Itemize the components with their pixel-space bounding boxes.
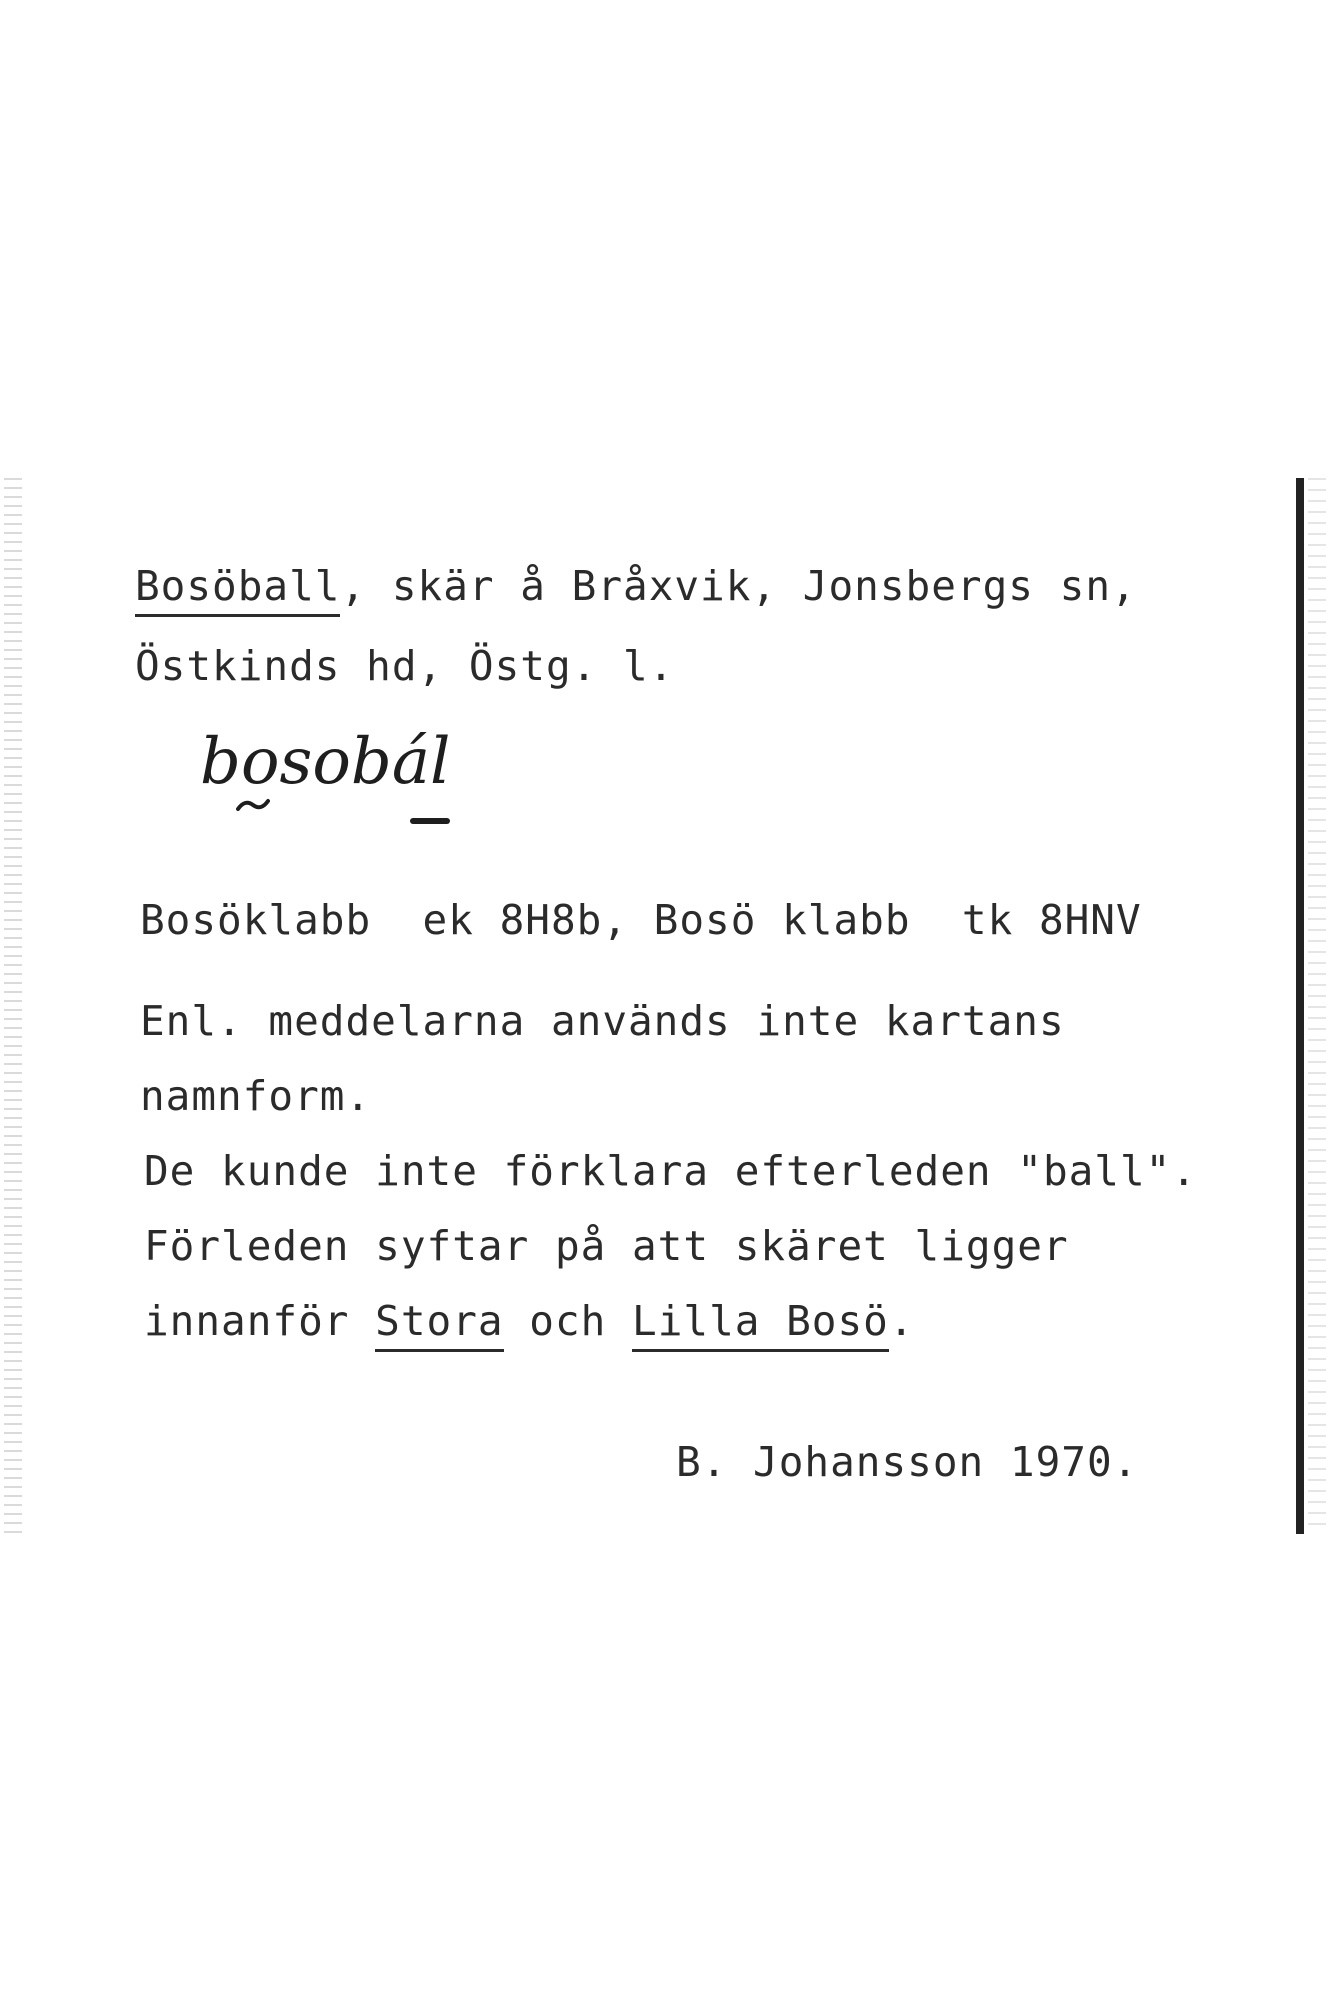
signature: B. Johansson 1970. — [676, 1438, 1139, 1486]
line8-suffix: . — [888, 1297, 915, 1345]
headword: Bosöball — [135, 562, 340, 617]
line8-prefix: innanför — [144, 1297, 376, 1345]
edge-speckle-left — [4, 478, 22, 1538]
entry-line-5: namnform. — [140, 1072, 372, 1120]
entry-line-4: Enl. meddelarna används inte kartans — [140, 997, 1065, 1045]
place-lilla-boso: Lilla Bosö — [632, 1297, 889, 1352]
entry-line-7: Förleden syftar på att skäret ligger — [144, 1222, 1069, 1270]
line8-middle: och — [503, 1297, 633, 1345]
card-edge-rule — [1296, 478, 1304, 1534]
place-stora: Stora — [375, 1297, 503, 1352]
length-mark — [410, 818, 450, 824]
entry-line-2: Östkinds hd, Östg. l. — [135, 642, 675, 690]
entry-location: , skär å Bråxvik, Jonsbergs sn, — [340, 562, 1137, 610]
entry-line-8 — [144, 1297, 915, 1345]
entry-line-1 — [135, 562, 1137, 610]
entry-line-6: De kunde inte förklara efterleden "ball". — [144, 1147, 1198, 1195]
tilde-mark — [236, 798, 270, 812]
pronunciation-handwritten: bosobál — [200, 725, 451, 799]
edge-speckle-right — [1308, 478, 1326, 1534]
entry-line-3: Bosöklabb ek 8H8b, Bosö klabb tk 8HNV — [140, 896, 1142, 944]
